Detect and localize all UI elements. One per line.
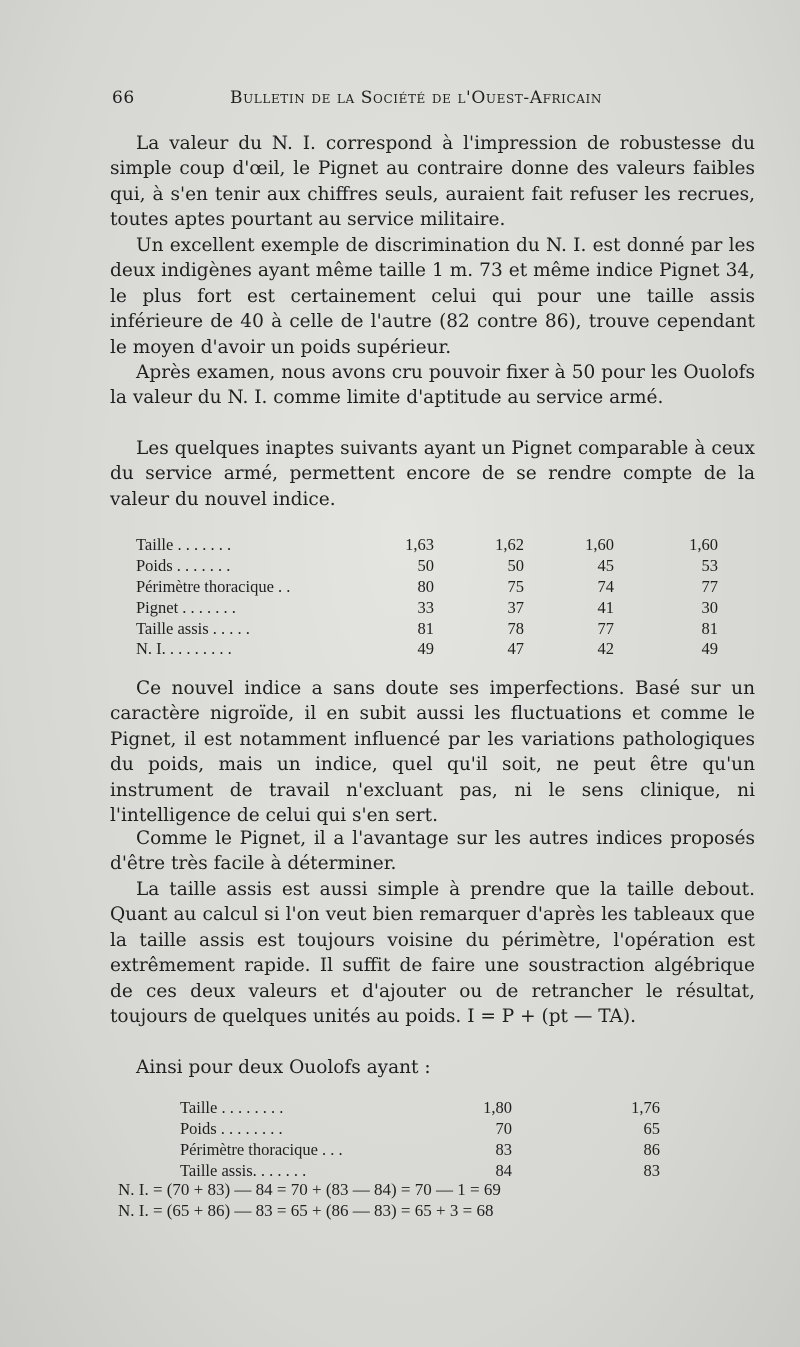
paragraph: La valeur du N. I. correspond à l'impression de robustesse du simple coup d'œil, le Pignet au contraire donne des valeurs faibles qui, à s'en tenir aux chiffres seuls, auraient fait refuser les recrues, toutes aptes pourtant au service militaire. (110, 133, 755, 231)
table-cell: 81 (701, 618, 718, 638)
page-number: 66 (112, 88, 135, 108)
measurement-table-inaptes (136, 535, 718, 660)
table-cell: Périmètre thoracique . . . (180, 1139, 343, 1159)
formula-line: N. I. = (70 + 83) — 84 = 70 + (83 — 84) = 70 — 1 = 69 (118, 1180, 501, 1199)
table-cell: 41 (597, 597, 614, 617)
paragraph: Comme le Pignet, il a l'avantage sur les autres indices proposés d'être très facile à déterminer. (110, 828, 755, 875)
table-cell: 49 (417, 639, 434, 659)
table-cell: 42 (597, 639, 614, 659)
table-cell: Taille . . . . . . . (136, 535, 232, 555)
table-cell: 80 (417, 576, 434, 596)
paragraph: Ce nouvel indice a sans doute ses imperfections. Basé sur un caractère nigroïde, il en subit aussi les fluctuations et comme le Pignet, il est notamment influencé par les variations pathologiques du poids, mais un indice, quel qu'il soit, ne peut être qu'un instrument de travail n'excluant pas, ni le sens clinique, ni l'intelligence de celui qui s'en sert. (110, 678, 755, 827)
table-row (180, 1098, 660, 1119)
table-cell: 86 (643, 1139, 660, 1159)
table-row (180, 1160, 660, 1181)
table-cell: 75 (507, 576, 524, 596)
table-cell: Taille assis. . . . . . . (180, 1160, 307, 1180)
table-cell: 81 (417, 618, 434, 638)
table-cell: 84 (495, 1160, 512, 1180)
table-cell: 83 (495, 1139, 512, 1159)
table-cell: 1,80 (483, 1098, 512, 1118)
table-cell: 1,62 (495, 535, 524, 555)
table-cell: 74 (597, 576, 614, 596)
table-row (136, 618, 718, 639)
table-cell: 45 (597, 556, 614, 576)
table-cell: 53 (701, 556, 718, 576)
paragraph: Les quelques inaptes suivants ayant un Pignet comparable à ceux du service armé, permettent encore de se rendre compte de la valeur du nouvel indice. (110, 438, 755, 510)
table-row (180, 1140, 660, 1161)
table-cell: 1,76 (631, 1098, 660, 1118)
table-row (136, 639, 718, 660)
table-cell: N. I. . . . . . . . . (136, 639, 232, 659)
table-cell: Taille . . . . . . . . (180, 1098, 284, 1118)
table-cell: 33 (417, 597, 434, 617)
table-cell: 49 (701, 639, 718, 659)
table-cell: 78 (507, 618, 524, 638)
table-cell: Poids . . . . . . . (136, 556, 231, 576)
paragraph: Ainsi pour deux Ouolofs ayant : (136, 1057, 431, 1078)
table-cell: Périmètre thoracique . . (136, 576, 291, 596)
table-cell: 1,60 (689, 535, 718, 555)
paragraph: Un excellent exemple de discrimination du N. I. est donné par les deux indigènes ayant même taille 1 m. 73 et même indice Pignet 34, le plus fort est certainement celui qui pour une taille assis inférieure de 40 à celle de l'autre (82 contre 86), trouve cependant le moyen d'avoir un poids supérieur. (110, 235, 755, 358)
table-cell: 65 (643, 1119, 660, 1139)
table-cell: Poids . . . . . . . . (180, 1119, 283, 1139)
table-row (136, 597, 718, 618)
table-row (136, 535, 718, 556)
table-cell: 77 (701, 576, 718, 596)
table-cell: 83 (643, 1160, 660, 1180)
measurement-table-ouolofs (180, 1098, 660, 1181)
table-row (180, 1119, 660, 1140)
running-title: Bulletin de la Société de l'Ouest-Africain (230, 88, 602, 108)
table-cell: 37 (507, 597, 524, 617)
table-cell: 70 (495, 1119, 512, 1139)
table-cell: Taille assis . . . . . (136, 618, 250, 638)
table-cell: 77 (597, 618, 614, 638)
table-cell: 1,63 (405, 535, 434, 555)
table-cell: 1,60 (585, 535, 614, 555)
table-cell: 47 (507, 639, 524, 659)
table-cell: 50 (507, 556, 524, 576)
table-row (136, 556, 718, 577)
paragraph: La taille assis est aussi simple à prendre que la taille debout. Quant au calcul si l'on veut bien remarquer d'après les tableaux que la taille assis est toujours voisine du périmètre, l'opération est extrêmement rapide. Il suffit de faire une soustraction algébrique de ces deux valeurs et d'ajouter ou de retrancher le résultat, toujours de quelques unités au poids. I = P + (pt — TA). (110, 879, 755, 1028)
table-cell: 30 (701, 597, 718, 617)
formula-line: N. I. = (65 + 86) — 83 = 65 + (86 — 83) = 65 + 3 = 68 (118, 1201, 494, 1220)
table-row (136, 577, 718, 598)
table-cell: 50 (417, 556, 434, 576)
running-header (112, 88, 752, 114)
table-cell: Pignet . . . . . . . (136, 597, 236, 617)
paragraph: Après examen, nous avons cru pouvoir fixer à 50 pour les Ouolofs la valeur du N. I. comme limite d'aptitude au service armé. (110, 362, 755, 409)
